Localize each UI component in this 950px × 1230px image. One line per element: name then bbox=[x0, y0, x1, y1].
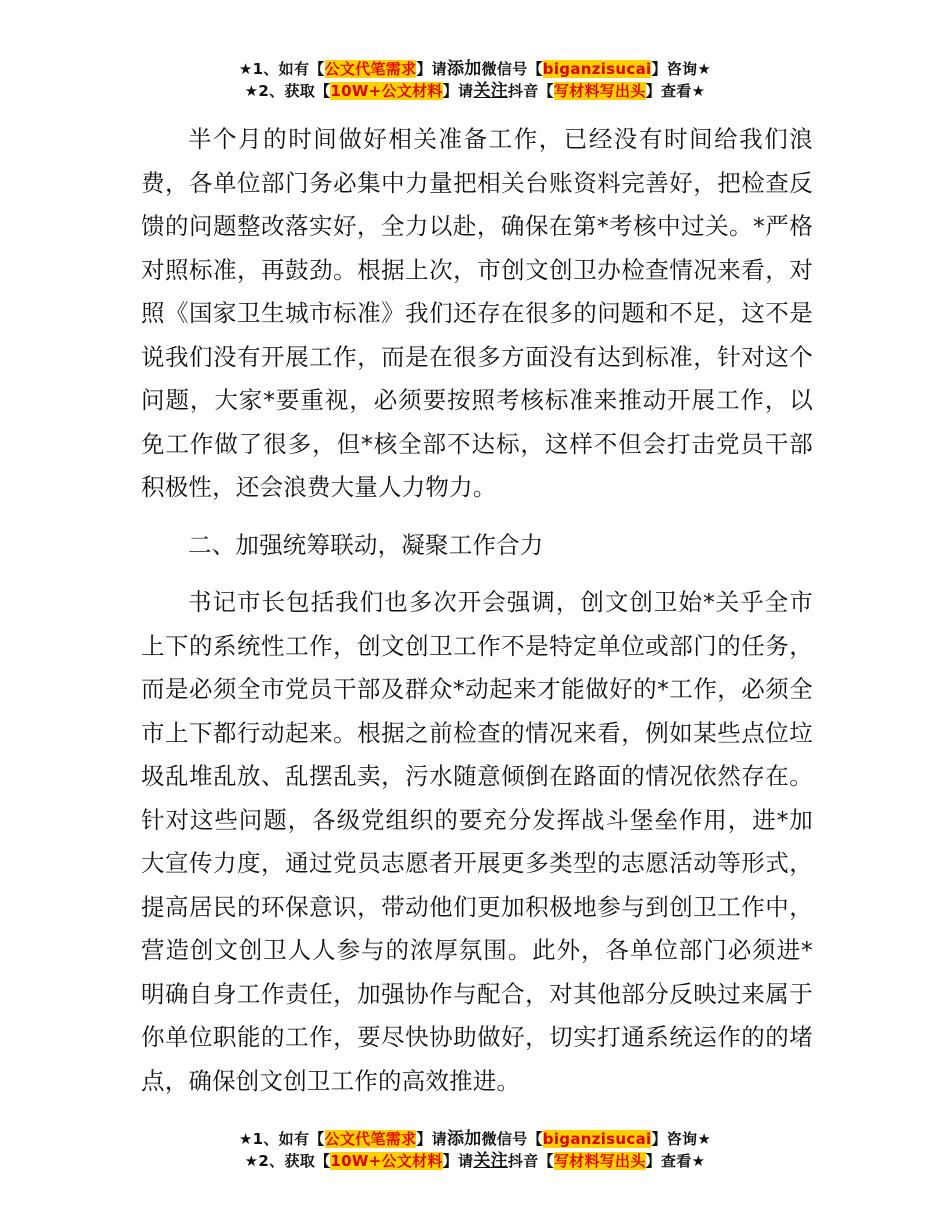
ad-wechat-id: biganzisucai bbox=[542, 1130, 652, 1148]
ad-highlight: 10W+公文材料 bbox=[330, 82, 443, 100]
ad-text: 】查看★ bbox=[645, 1152, 706, 1170]
ad-emphasis: 关注 bbox=[473, 1151, 508, 1171]
ad-line-1 bbox=[0, 1128, 950, 1150]
paragraph: 书记市长包括我们也多次开会强调，创文创卫始*关乎全市上下的系统性工作，创文创卫工作不是特定单位或部门的任务，而是必须全市党员干部及群众*动起来才能做好的*工作，必须全市上下都行动起来。根据之前检查的情况来看，例如某些点位垃圾乱堆乱放、乱摆乱卖，污水随意倾倒在路面的情况依然存在。针对这些问题，各级党组织的要充分发挥战斗堡垒作用，进*加大宣传力度，通过党员志愿者开展更多类型的志愿活动等形式，提高居民的环保意识，带动他们更加积极地参与到创卫工作中，营造创文创卫人人参与的浓厚氛围。此外，各单位部门必须进*明确自身工作责任，加强协作与配合，对其他部分反映过来属于你单位职能的工作，要尽快协助做好，切实打通系统运作的的堵点，确保创文创卫工作的高效推进。 bbox=[141, 588, 813, 1095]
header-ad bbox=[0, 58, 950, 102]
ad-text: 微信号【 bbox=[481, 60, 543, 78]
ad-text: 抖音【 bbox=[507, 82, 554, 100]
ad-emphasis: 添加 bbox=[446, 59, 482, 79]
ad-text: 】请 bbox=[442, 1152, 474, 1170]
ad-text: ★2、获取【 bbox=[244, 1152, 331, 1170]
paragraph: 半个月的时间做好相关准备工作，已经没有时间给我们浪费，各单位部门务必集中力量把相关台账资料完善好，把检查反馈的问题整改落实好，全力以赴，确保在第*考核中过关。*严格对照标准，再鼓劲。根据上次，市创文创卫办检查情况来看，对照《国家卫生城市标准》我们还存在很多的问题和不足，这不是说我们没有开展工作，而是在很多方面没有达到标准，针对这个问题，大家*要重视，必须要按照考核标准来推动开展工作，以免工作做了很多，但*核全部不达标，这样不但会打击党员干部积极性，还会浪费大量人力物力。 bbox=[141, 125, 813, 501]
footer-ad bbox=[0, 1128, 950, 1172]
ad-text: 】查看★ bbox=[645, 82, 706, 100]
ad-text: 抖音【 bbox=[507, 1152, 554, 1170]
document-body bbox=[141, 118, 813, 1103]
ad-text: 】请 bbox=[416, 60, 447, 78]
ad-emphasis: 关注 bbox=[473, 81, 508, 101]
ad-text: 】请 bbox=[442, 82, 474, 100]
ad-line-2 bbox=[0, 1150, 950, 1172]
section-heading: 二、加强统筹联动，凝聚工作合力 bbox=[188, 530, 544, 559]
ad-text: 】咨询★ bbox=[651, 60, 712, 78]
ad-wechat-id: biganzisucai bbox=[542, 60, 652, 78]
ad-douyin-id: 写材料写出头 bbox=[553, 82, 646, 100]
ad-highlight: 公文代笔需求 bbox=[324, 60, 417, 78]
ad-text: ★2、获取【 bbox=[244, 82, 331, 100]
ad-emphasis: 添加 bbox=[446, 1129, 482, 1149]
ad-highlight: 公文代笔需求 bbox=[324, 1130, 417, 1148]
ad-text: 微信号【 bbox=[481, 1130, 543, 1148]
ad-line-1 bbox=[0, 58, 950, 80]
ad-text: 】咨询★ bbox=[651, 1130, 712, 1148]
ad-text: 】请 bbox=[416, 1130, 447, 1148]
ad-line-2 bbox=[0, 80, 950, 102]
ad-highlight: 10W+公文材料 bbox=[330, 1152, 443, 1170]
ad-douyin-id: 写材料写出头 bbox=[553, 1152, 646, 1170]
ad-text: ★1、如有【 bbox=[238, 1130, 325, 1148]
ad-text: ★1、如有【 bbox=[238, 60, 325, 78]
